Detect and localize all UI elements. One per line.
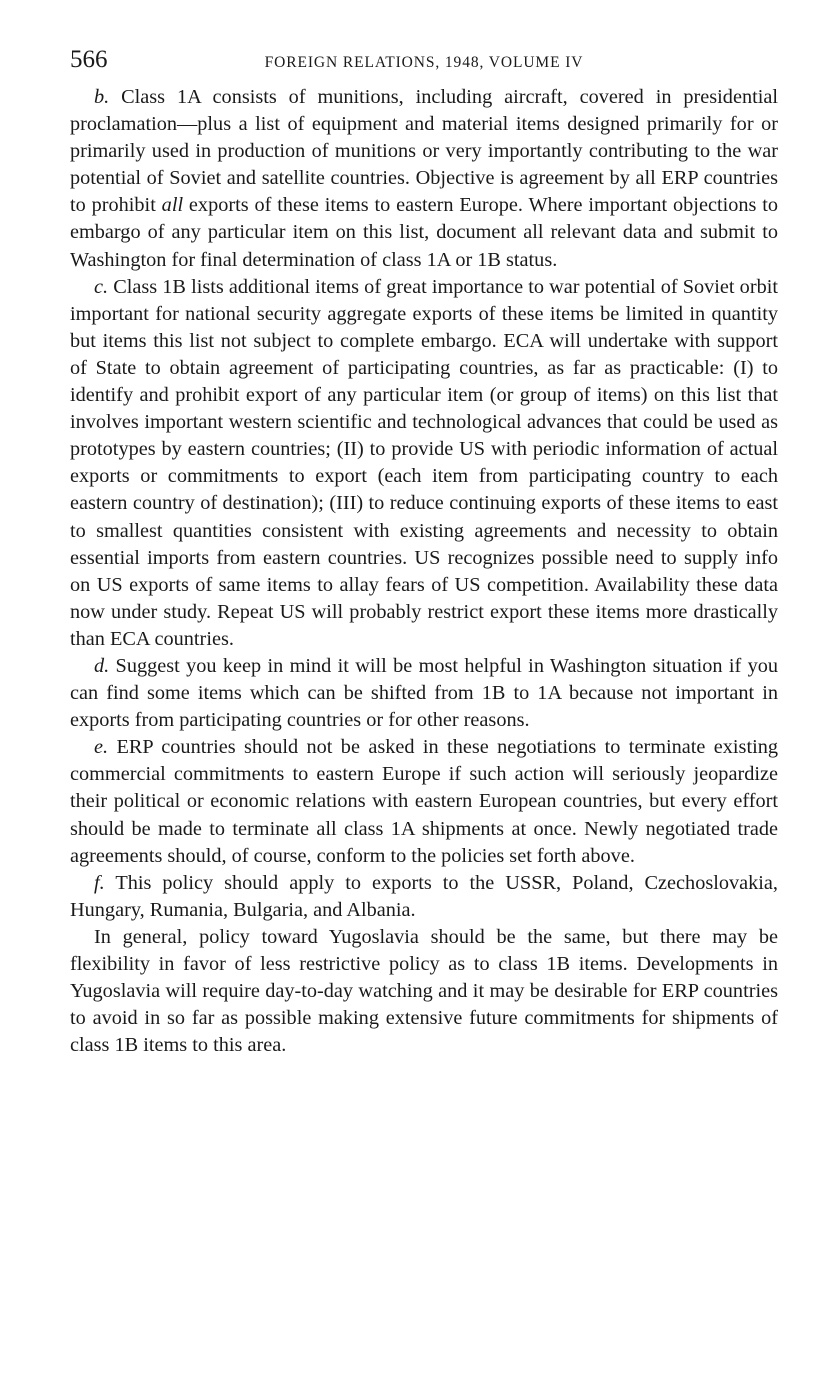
paragraph-marker: f. — [94, 871, 105, 894]
paragraph-text: In general, policy toward Yugoslavia should be the same, but there may be flexibility in favor of less restrictive policy as to class 1B items. Developments in Yugoslavia will require day-to-day watching and it may be desirable for ERP countries to avoid in so far as possible making extensive future commitments for shipments of class 1B items to this area. — [70, 925, 778, 1057]
paragraph-text: Class 1A consists of munitions, including aircraft, covered in presidential proclamation—plus a list of equipment and material items designed primarily for or primarily used in production of munitions or very importantly contributing to the war potential of Soviet and satellite countries. Objective is agreement by all ERP countries to prohibit — [70, 86, 778, 217]
document-page — [70, 46, 778, 1059]
page-header — [70, 46, 778, 76]
paragraph-text: Class 1B lists additional items of great importance to war potential of Soviet orbit important for national security aggregate exports of these items be limited in quantity but items this list not subject to complete embargo. ECA will undertake with support of State to obtain agreement of participating countries, as far as practicable: (I) to identify and prohibit export of any particular item (or group of items) on this list that involves important western scientific and technological advances that could be used as prototypes by eastern countries; (II) to provide US with periodic information of actual exports or commitments to export (each item from participating country to each eastern country of destination); (III) to reduce continuing exports of these items to east to smallest quantities consistent with existing agreements and necessity to obtain essential imports from eastern countries. US recognizes possible need to supply info on US exports of same items to allay fears of US competition. Availability these data now under study. Repeat US will probably restrict export these items more drastically than ECA countries. — [70, 275, 778, 650]
paragraph-c — [70, 274, 778, 653]
paragraph-f — [70, 870, 778, 924]
paragraph-text: ERP countries should not be asked in these negotiations to terminate existing commercial commitments to eastern Europe if such action will seriously jeopardize their political or economic relations with eastern European countries, but every effort should be made to terminate all class 1A shipments at once. Newly negotiated trade agreements should, of course, conform to the policies set forth above. — [70, 736, 778, 867]
paragraph-b — [70, 84, 778, 274]
paragraph-marker: e. — [94, 736, 109, 759]
paragraph-text: Suggest you keep in mind it will be most helpful in Washington situation if you can find some items which can be shifted from 1B to 1A because not important in exports from participating countries or for other reasons. — [70, 654, 778, 732]
paragraph-d — [70, 653, 778, 734]
running-head: FOREIGN RELATIONS, 1948, VOLUME IV — [264, 54, 584, 71]
document-body — [70, 84, 778, 1059]
paragraph-marker: c. — [94, 275, 109, 298]
paragraph-text: exports of these items to eastern Europe. Where important objections to embargo of any particular item on this list, document all relevant data and submit to Washington for final determination of class 1A or 1B status. — [70, 194, 778, 271]
paragraph-marker: d. — [94, 654, 110, 677]
page-number: 566 — [70, 46, 108, 73]
paragraph-general — [70, 924, 778, 1059]
paragraph-text: This policy should apply to exports to the USSR, Poland, Czechoslovakia, Hungary, Rumania, Bulgaria, and Albania. — [70, 871, 778, 921]
paragraph-marker: b. — [94, 86, 110, 108]
paragraph-e — [70, 734, 778, 869]
emphasis-word: all — [161, 194, 184, 217]
